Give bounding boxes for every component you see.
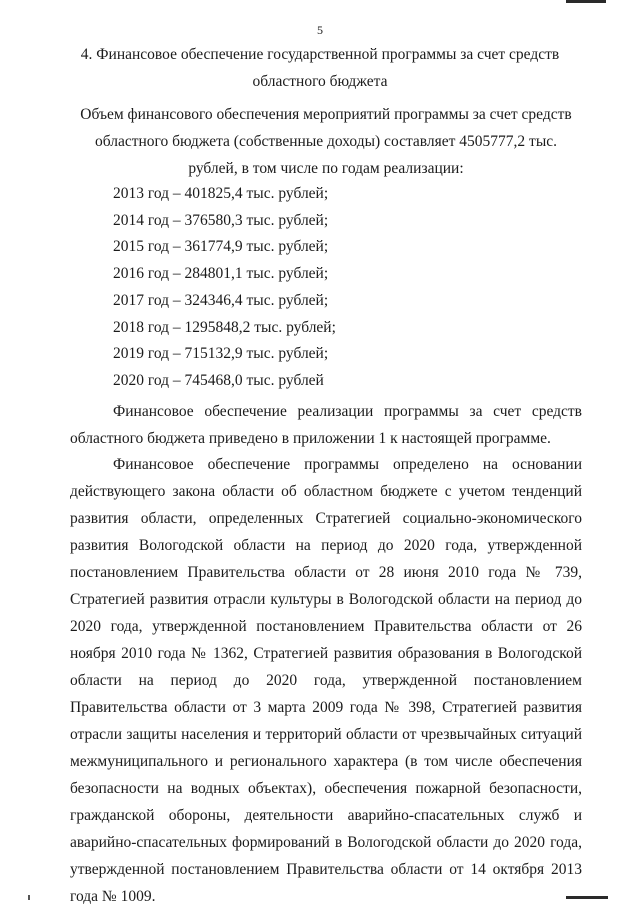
year-item-2015: 2015 год – 361774,9 тыс. рублей; xyxy=(113,238,329,256)
year-item-2019: 2019 год – 715132,9 тыс. рублей; xyxy=(113,345,329,363)
intro-paragraph: Объем финансового обеспечения мероприятий программы за счет средств областного бюджета (собственные доходы) составляет 4505777,2 тыс. рублей, в том числе по годам реализации: xyxy=(80,106,572,177)
section-heading: 4. Финансовое обеспечение государственной программы за счет средств областного бюджета xyxy=(80,46,560,90)
years-list xyxy=(113,181,336,395)
year-item-2013: 2013 год – 401825,4 тыс. рублей; xyxy=(113,185,329,202)
year-item-2020: 2020 год – 745468,0 тыс. рублей xyxy=(113,371,324,389)
year-item-2014: 2014 год – 376580,3 тыс. рублей; xyxy=(113,211,329,229)
scan-mark-top xyxy=(566,0,606,3)
year-item-2016: 2016 год – 284801,1 тыс. рублей; xyxy=(113,265,329,283)
scan-dot xyxy=(28,895,30,900)
strategy-paragraph: Финансовое обеспечение программы определено на основании действующего закона области об областном бюджете с учетом тенденций развития области, определенных Стратегией социально-экономического развития Вологодской области на период до 2020 года, утвержденной постановлением Правительства области от 28 июня 2010 года № 739, Стратегией развития отрасли культуры в Вологодской области на период до 2020 года, утвержденной постановлением Правительства области от 26 ноября 2010 года № 1362, Стратегией развития образования в Вологодской области на период до 2020 года, утвержденной постановлением Правительства области от 3 марта 2009 года № 398, Стратегией развития отрасли защиты населения и территорий области от чрезвычайных ситуаций межмуниципального и регионального характера (в том числе обеспечения безопасности на водных объектах), обеспечения пожарной безопасности, гражданской обороны, деятельности аварийно-спасательных служб и аварийно-спасательных формирований в Вологодской области до 2020 года, утвержденной постановлением Правительства области от 14 октября 2013 года № 1009. xyxy=(70,456,582,905)
appendix-paragraph: Финансовое обеспечение реализации программы за счет средств областного бюджета приведено в приложении 1 к настоящей программе. xyxy=(70,403,582,447)
year-item-2017: 2017 год – 324346,4 тыс. рублей; xyxy=(113,291,329,309)
year-item-2018: 2018 год – 1295848,2 тыс. рублей; xyxy=(113,318,336,336)
page-number: 5 xyxy=(317,23,323,37)
